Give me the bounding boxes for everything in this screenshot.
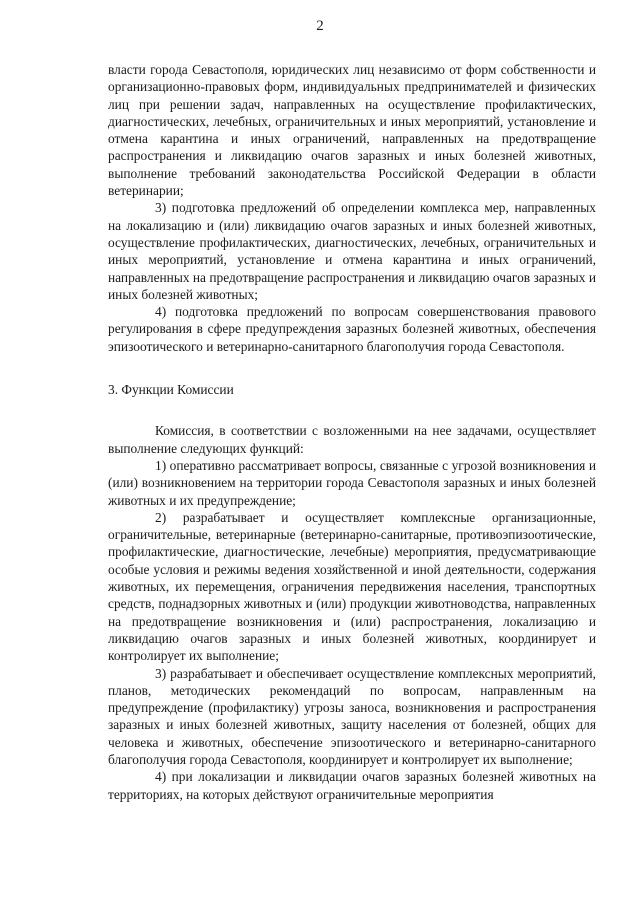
paragraph-continuation: власти города Севастополя, юридических лиц независимо от форм собственности и организационно-правовых форм, индивидуальных предпринимателей и физических лиц при решении задач, направленных на осуществление профилактических, диагностических, лечебных, ограничительных и иных мероприятий, установление и отмена карантина и иных ограничений, направленных на предотвращение распространения и ликвидацию очагов заразных и иных болезней животных, выполнение требований законодательства Российской Федерации в области ветеринарии; (108, 62, 596, 199)
paragraph-item-3: 3) подготовка предложений об определении комплекса мер, направленных на локализацию и (или) ликвидацию очагов заразных и иных болезней животных, осуществление профилактических, диагностических, лечебных, ограничительных и иных мероприятий, установление и отмена карантина и иных ограничений, направленных на предотвращение распространения и ликвидацию очагов заразных и иных болезней животных; (108, 200, 596, 302)
function-item-2: 2) разрабатывает и осуществляет комплексные организационные, ограничительные, ветеринарные (ветеринарно-санитарные, противоэпизоотические, профилактические, диагностические, лечебные) мероприятия, предусматривающие особые условия и режимы ведения хозяйственной и иной деятельности, содержания животных, их перемещения, ограничения передвижения населения, транспортных средств, поднадзорных животных и (или) продукции животноводства, направленных на предотвращение возникновения и (или) распространения, локализацию и ликвидацию очагов заразных и иных болезней животных, координирует и контролирует их выполнение; (108, 509, 596, 664)
function-item-4: 4) при локализации и ликвидации очагов заразных болезней животных на территориях, на которых действуют ограничительные мероприятия (108, 769, 596, 802)
function-item-3: 3) разрабатывает и обеспечивает осуществление комплексных мероприятий, планов, методических рекомендаций по вопросам, направленным на предупреждение (профилактику) угрозы заноса, возникновения и распространения заразных и иных болезней животных, защиту населения от болезней, общих для человека и животных, обеспечение эпизоотического и ветеринарно-санитарного благополучия города Севастополя, координирует и контролирует их выполнение; (108, 665, 596, 767)
section-heading: 3. Функции Комиссии (108, 382, 234, 398)
paragraph-intro: Комиссия, в соответствии с возложенными на нее задачами, осуществляет выполнение следующих функций: (108, 423, 596, 456)
function-item-1: 1) оперативно рассматривает вопросы, связанные с угрозой возникновения и (или) возникновением на территории города Севастополя заразных и иных болезней животных и их предупреждение; (108, 457, 596, 508)
page-number: 2 (316, 18, 324, 34)
paragraph-item-4: 4) подготовка предложений по вопросам совершенствования правового регулирования в сфере предупреждения заразных болезней животных, обеспечения эпизоотического и ветеринарно-санитарного благополучия города Севастополя. (108, 304, 596, 354)
document-body (108, 61, 596, 803)
